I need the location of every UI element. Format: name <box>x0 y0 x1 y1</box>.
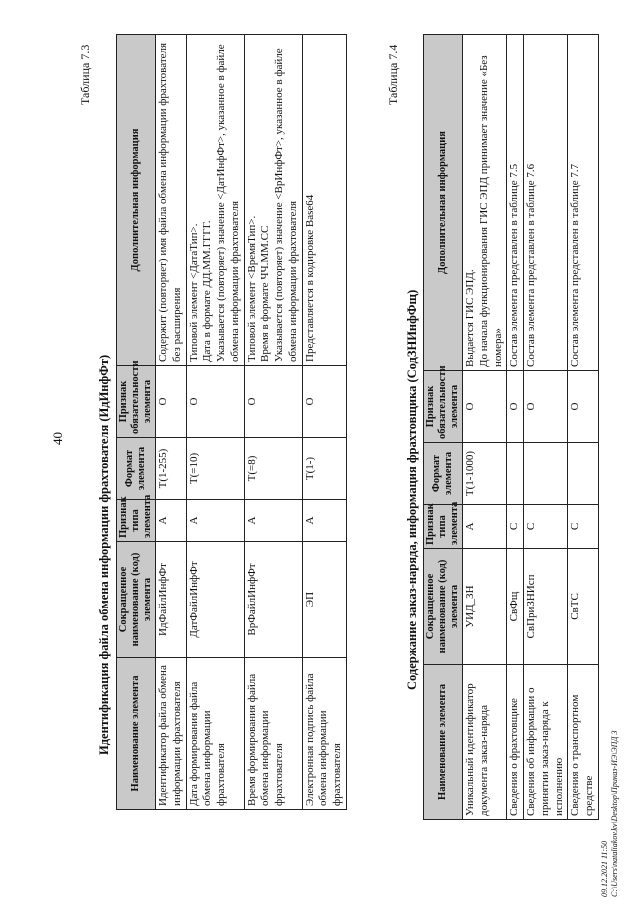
header-cell: Сокращенное наименование (код) элемента <box>117 542 156 658</box>
table-row <box>524 35 568 820</box>
cell-format: Т(1-255) <box>156 438 187 500</box>
header-cell: Признак типа элемента <box>424 505 463 549</box>
cell-type: С <box>507 505 524 549</box>
cell-code: ВрФайлИнфФт <box>244 542 302 658</box>
cell-format: Т(1-) <box>302 438 346 500</box>
cell-req: О <box>463 371 507 443</box>
cell-name: Электронная подпись файла обмена информации фрахтователя <box>302 658 346 810</box>
table1 <box>116 34 347 810</box>
cell-name: Сведения о транспортном средстве <box>568 665 599 820</box>
cell-info: Состав элемента представлен в таблице 7.5 <box>507 35 524 371</box>
cell-req: О <box>244 366 302 438</box>
cell-format: Т(1-1000) <box>463 443 507 505</box>
cell-format <box>507 443 524 505</box>
cell-info: Типовой элемент <ДатаТип>. Дата в формате ДД.ММ.ГГГГ. Указывается (повторяет) значение <ДатИнфФт>, указанное в файле обмена информации фрахтователя <box>186 35 244 366</box>
table2-header-row <box>424 35 463 820</box>
footer <box>600 731 619 898</box>
header-cell: Формат элемента <box>117 438 156 500</box>
footer-file-path: C:\Users\nataliakov.kv\Desktop\Приказ-ИЭ\ЭПД 3 <box>609 730 619 897</box>
cell-info: Выдается ГИС ЭПД. До начала функционирования ГИС ЭПД принимает значение «Без номера» <box>463 35 507 371</box>
cell-code: СвПриЗНИсп <box>524 549 568 665</box>
table-row <box>463 35 507 820</box>
header-cell: Наименование элемента <box>424 665 463 820</box>
table-row <box>507 35 524 820</box>
cell-code: ИдФайлИнфФт <box>156 542 187 658</box>
cell-type: А <box>244 500 302 542</box>
cell-req: О <box>524 371 568 443</box>
cell-code: УИД_ЗН <box>463 549 507 665</box>
table-row <box>186 35 244 810</box>
cell-type: А <box>156 500 187 542</box>
cell-info: Представляется в кодировке Base64 <box>302 35 346 366</box>
cell-code: ЭП <box>302 542 346 658</box>
cell-info: Состав элемента представлен в таблице 7.6 <box>524 35 568 371</box>
page-number: 40 <box>50 432 65 445</box>
footer-timestamp: 09.12.2021 11:50 <box>600 840 609 897</box>
cell-req: О <box>568 371 599 443</box>
header-cell: Формат элемента <box>424 443 463 505</box>
header-cell: Дополнительная информация <box>424 35 463 371</box>
cell-format <box>568 443 599 505</box>
table1-title: Идентификация файла обмена информации фрахтователя (ИдИнфФт) <box>97 354 111 755</box>
cell-name: Дата формирования файла обмена информации фрахтователя <box>186 658 244 810</box>
cell-type: С <box>568 505 599 549</box>
table2-title: Содержание заказ-наряда, информация фрахтовщика (СодЗНИнфФщ) <box>405 289 419 690</box>
header-cell: Сокращенное наименование (код) элемента <box>424 549 463 665</box>
cell-format <box>524 443 568 505</box>
cell-req: О <box>156 366 187 438</box>
cell-code: ДатФайлИнфФт <box>186 542 244 658</box>
table-row <box>302 35 346 810</box>
table2-label: Таблица 7.4 <box>386 44 400 105</box>
cell-type: А <box>302 500 346 542</box>
cell-type: С <box>524 505 568 549</box>
cell-req: О <box>507 371 524 443</box>
cell-format: Т(=10) <box>186 438 244 500</box>
cell-info: Состав элемента представлен в таблице 7.7 <box>568 35 599 371</box>
cell-info: Типовой элемент <ВремяТип>. Время в формате ЧЧ.ММ.СС Указывается (повторяет) значение <ВрИнфФт>, указанное в файле обмена информации фрахтователя <box>244 35 302 366</box>
cell-name: Сведения об информации о принятии заказ-наряда к исполнению <box>524 665 568 820</box>
table-row <box>244 35 302 810</box>
cell-code: СвТС <box>568 549 599 665</box>
cell-name: Сведения о фрахтовщике <box>507 665 524 820</box>
header-cell: Признак типа элемента <box>117 500 156 542</box>
table2 <box>423 34 599 820</box>
cell-format: Т(=8) <box>244 438 302 500</box>
table-row <box>156 35 187 810</box>
cell-type: А <box>186 500 244 542</box>
cell-info: Содержит (повторяет) имя файла обмена информации фрахтователя без расширения <box>156 35 187 366</box>
header-cell: Признак обязательности элемента <box>117 366 156 438</box>
cell-type: А <box>463 505 507 549</box>
cell-req: О <box>302 366 346 438</box>
cell-name: Уникальный идентификатор документа заказ-наряда <box>463 665 507 820</box>
table1-label: Таблица 7.3 <box>78 44 92 105</box>
header-cell: Признак обязательности элемента <box>424 371 463 443</box>
table1-header-row <box>117 35 156 810</box>
table-row <box>568 35 599 820</box>
cell-req: О <box>186 366 244 438</box>
cell-code: СвФщ <box>507 549 524 665</box>
header-cell: Наименование элемента <box>117 658 156 810</box>
cell-name: Время формирования файла обмена информации фрахтователя <box>244 658 302 810</box>
cell-name: Идентификатор файла обмена информации фрахтователя <box>156 658 187 810</box>
header-cell: Дополнительная информация <box>117 35 156 366</box>
